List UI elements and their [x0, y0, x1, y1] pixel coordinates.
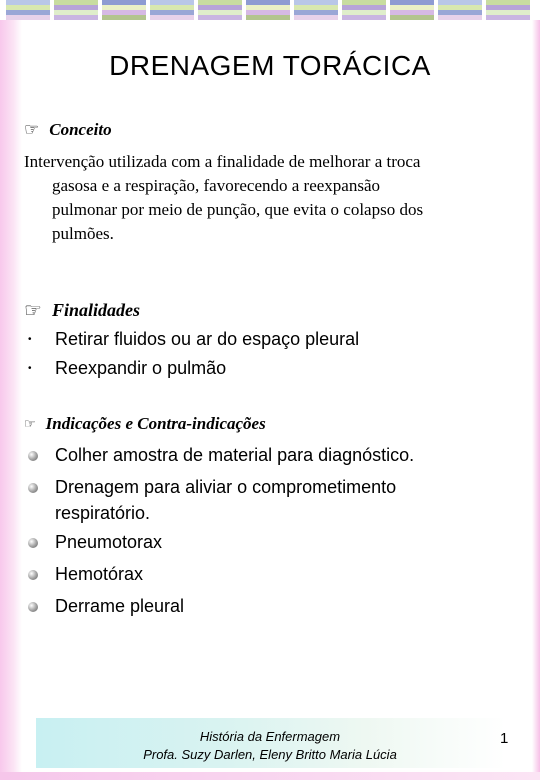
list-item — [28, 474, 468, 526]
strip-tile — [54, 0, 98, 20]
paragraph-line: Intervenção utilizada com a finalidade de melhorar a troca — [24, 152, 421, 171]
paragraph-line: gasosa e a respiração, favorecendo a reexpansão — [52, 176, 381, 195]
conceito-paragraph — [24, 150, 504, 246]
list-item-text: Derrame pleural — [55, 596, 185, 616]
right-decorative-bar — [532, 20, 540, 780]
strip-tile — [198, 0, 242, 20]
strip-tile — [6, 0, 50, 20]
strip-tile — [438, 0, 482, 20]
section-heading-label: Conceito — [49, 120, 112, 139]
strip-tile — [342, 0, 386, 20]
bullet-dot-icon: • — [28, 334, 32, 345]
strip-tile — [390, 0, 434, 20]
list-item — [28, 561, 468, 590]
footer-line: Profa. Suzy Darlen, Eleny Britto Maria Lúcia — [143, 747, 397, 762]
pointing-hand-icon: ☞ — [24, 120, 40, 139]
bullet-dot-icon: • — [28, 363, 32, 374]
list-item — [28, 325, 359, 354]
strip-tile — [150, 0, 194, 20]
section-heading-finalidades — [24, 298, 140, 323]
list-item-text: Drenagem para aliviar o comprometimento respiratório. — [55, 477, 397, 523]
pointing-hand-icon: ☞ — [24, 300, 42, 322]
page-title: DRENAGEM TORÁCICA — [109, 50, 431, 81]
strip-tile — [246, 0, 290, 20]
sphere-bullet-icon — [28, 529, 55, 558]
strip-tile — [486, 0, 530, 20]
paragraph-line: pulmões. — [52, 224, 114, 243]
list-item — [28, 442, 468, 471]
indicacoes-list — [28, 442, 468, 625]
list-item — [28, 354, 359, 383]
list-item — [28, 529, 468, 558]
left-decorative-bar — [0, 20, 22, 780]
sphere-bullet-icon — [28, 474, 55, 503]
page-number: 1 — [500, 730, 509, 747]
list-item-text: Pneumotorax — [55, 532, 163, 552]
finalidades-list — [28, 325, 359, 383]
sphere-bullet-icon — [28, 442, 55, 471]
sphere-bullet-icon — [28, 593, 55, 622]
list-item-text: Retirar fluidos ou ar do espaço pleural — [55, 329, 360, 349]
strip-tile — [102, 0, 146, 20]
strip-tile — [294, 0, 338, 20]
footer-line: História da Enfermagem — [199, 729, 341, 744]
bottom-decorative-strip — [0, 772, 540, 780]
section-heading-label: Indicações e Contra-indicações — [45, 414, 266, 433]
top-decorative-strip — [0, 0, 540, 20]
footer-credits — [60, 728, 480, 764]
section-heading-label: Finalidades — [51, 300, 140, 320]
sphere-bullet-icon — [28, 561, 55, 590]
list-item — [28, 593, 468, 622]
section-heading-indicacoes — [24, 414, 266, 434]
list-item-text: Hemotórax — [55, 564, 144, 584]
paragraph-line: pulmonar por meio de punção, que evita o colapso dos — [52, 200, 424, 219]
list-item-text: Reexpandir o pulmão — [55, 358, 227, 378]
pointing-hand-icon: ☞ — [24, 416, 36, 431]
list-item-text: Colher amostra de material para diagnóstico. — [55, 445, 415, 465]
section-heading-conceito — [24, 120, 112, 140]
